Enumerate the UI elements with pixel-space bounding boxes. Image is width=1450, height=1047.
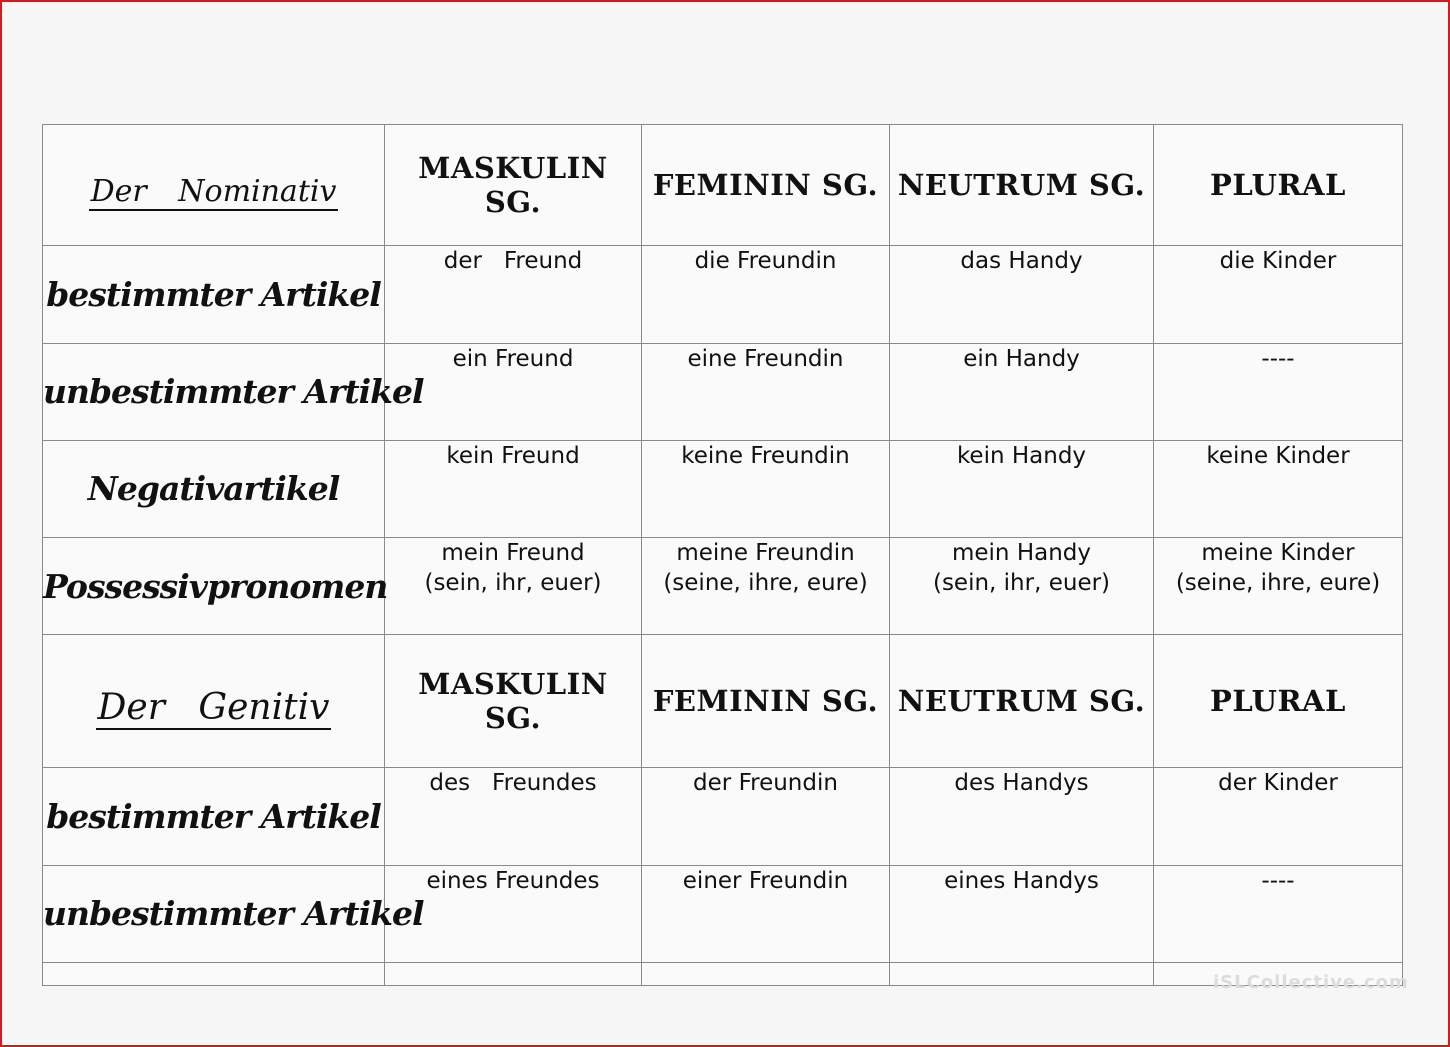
table-cell: meine Kinder (seine, ihre, eure)	[1154, 537, 1403, 634]
empty-cell	[385, 962, 642, 985]
declension-table	[42, 124, 1403, 986]
table-cell: ----	[1154, 343, 1403, 440]
nominativ-title-cell	[43, 125, 385, 246]
column-header-plural: PLURAL	[1154, 635, 1403, 768]
row-label: bestimmter Artikel	[43, 768, 385, 865]
table-cell: ----	[1154, 865, 1403, 962]
genitiv-title-cell	[43, 635, 385, 768]
column-header-plural: PLURAL	[1154, 125, 1403, 246]
table-cell: meine Freundin (seine, ihre, eure)	[642, 537, 890, 634]
table-cell: keine Kinder	[1154, 440, 1403, 537]
table-row	[43, 246, 1403, 343]
row-label: Possessivpronomen	[43, 537, 385, 634]
column-header-feminin: FEMININ SG.	[642, 125, 890, 246]
nominativ-header-row	[43, 125, 1403, 246]
table-cell: einer Freundin	[642, 865, 890, 962]
table-cell: die Kinder	[1154, 246, 1403, 343]
empty-row	[43, 962, 1403, 985]
nominativ-title: Der Nominativ	[90, 174, 337, 210]
table-cell: eines Handys	[890, 865, 1154, 962]
table-cell: keine Freundin	[642, 440, 890, 537]
table-cell: der Kinder	[1154, 768, 1403, 865]
table-row	[43, 865, 1403, 962]
empty-cell	[890, 962, 1154, 985]
genitiv-title: Der Genitiv	[97, 687, 330, 729]
empty-cell	[642, 962, 890, 985]
table-cell: eines Freundes	[385, 865, 642, 962]
table-cell: die Freundin	[642, 246, 890, 343]
table-cell: das Handy	[890, 246, 1154, 343]
table-cell: kein Freund	[385, 440, 642, 537]
table-row	[43, 343, 1403, 440]
table-cell: der Freund	[385, 246, 642, 343]
column-header-maskulin: MASKULIN SG.	[385, 635, 642, 768]
row-label: bestimmter Artikel	[43, 246, 385, 343]
column-header-feminin: FEMININ SG.	[642, 635, 890, 768]
table-cell: des Freundes	[385, 768, 642, 865]
table-row	[43, 537, 1403, 634]
row-label: Negativartikel	[43, 440, 385, 537]
row-label: unbestimmter Artikel	[43, 343, 385, 440]
genitiv-header-row	[43, 635, 1403, 768]
table-cell: des Handys	[890, 768, 1154, 865]
column-header-maskulin: MASKULIN SG.	[385, 125, 642, 246]
table-cell: eine Freundin	[642, 343, 890, 440]
table-cell: mein Freund (sein, ihr, euer)	[385, 537, 642, 634]
table-cell: ein Freund	[385, 343, 642, 440]
table-cell: kein Handy	[890, 440, 1154, 537]
table-row	[43, 768, 1403, 865]
watermark-text: iSLCollective.com	[1213, 972, 1409, 993]
column-header-neutrum: NEUTRUM SG.	[890, 635, 1154, 768]
table-row	[43, 440, 1403, 537]
column-header-neutrum: NEUTRUM SG.	[890, 125, 1154, 246]
table-cell: ein Handy	[890, 343, 1154, 440]
table-cell: mein Handy (sein, ihr, euer)	[890, 537, 1154, 634]
row-label: unbestimmter Artikel	[43, 865, 385, 962]
table-cell: der Freundin	[642, 768, 890, 865]
empty-cell	[43, 962, 385, 985]
